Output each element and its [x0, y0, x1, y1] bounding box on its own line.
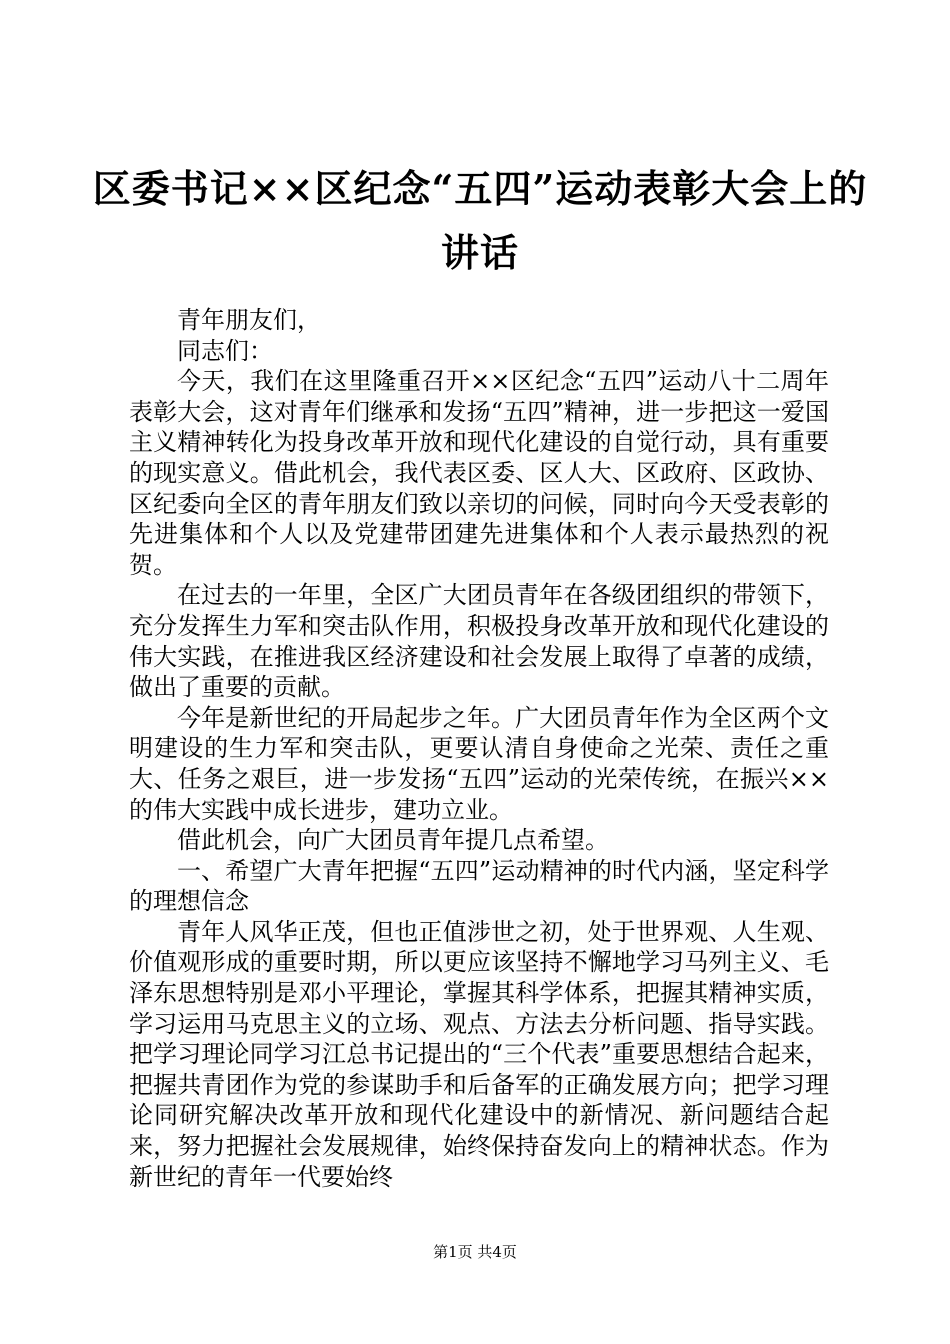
body-paragraph: 在过去的一年里，全区广大团员青年在各级团组织的带领下，充分发挥生力军和突击队作用，积极投身改革开放和现代化建设的伟大实践，在推进我区经济建设和社会发展上取得了卓著的成绩，做出了重要的贡献。 [129, 581, 829, 702]
body-paragraph: 今天，我们在这里隆重召开××区纪念“五四”运动八十二周年表彰大会，这对青年们继承和发扬“五四”精神，进一步把这一爱国主义精神转化为投身改革开放和现代化建设的自觉行动，具有重要的现实意义。借此机会，我代表区委、区人大、区政府、区政协、区纪委向全区的青年朋友们致以亲切的问候，同时向今天受表彰的先进集体和个人以及党建带团建先进集体和个人表示最热烈的祝贺。 [129, 367, 829, 579]
body-paragraph: 借此机会，向广大团员青年提几点希望。 [177, 826, 609, 855]
salutation-line: 青年朋友们， [177, 306, 321, 334]
body-paragraph: 青年人风华正茂，但也正值涉世之初，处于世界观、人生观、价值观形成的重要时期，所以更应该坚持不懈地学习马列主义、毛泽东思想特别是邓小平理论，掌握其科学体系，把握其精神实质，学习运用马克思主义的立场、观点、方法去分析问题、指导实践。把学习理论同学习江总书记提出的“三个代表”重要思想结合起来，把握共青团作为党的参谋助手和后备军的正确发展方向；把学习理论同研究解决改革开放和现代化建设中的新情况、新问题结合起来，努力把握社会发展规律，始终保持奋发向上的精神状态。作为新世纪的青年一代要始终 [129, 917, 829, 1191]
section-heading: 一、希望广大青年把握“五四”运动精神的时代内涵，坚定科学的理想信念 [129, 856, 829, 916]
document-title: 区委书记××区纪念“五四”运动表彰大会上的讲话 [92, 166, 868, 275]
document-body [129, 305, 829, 1192]
page-number-footer: 第1页 共4页 [433, 1243, 517, 1261]
body-paragraph: 今年是新世纪的开局起步之年。广大团员青年作为全区两个文明建设的生力军和突击队，更要认清自身使命之光荣、责任之重大、任务之艰巨，进一步发扬“五四”运动的光荣传统，在振兴××的伟大实践中成长进步，建功立业。 [129, 703, 829, 824]
salutation-line: 同志们： [177, 336, 273, 365]
